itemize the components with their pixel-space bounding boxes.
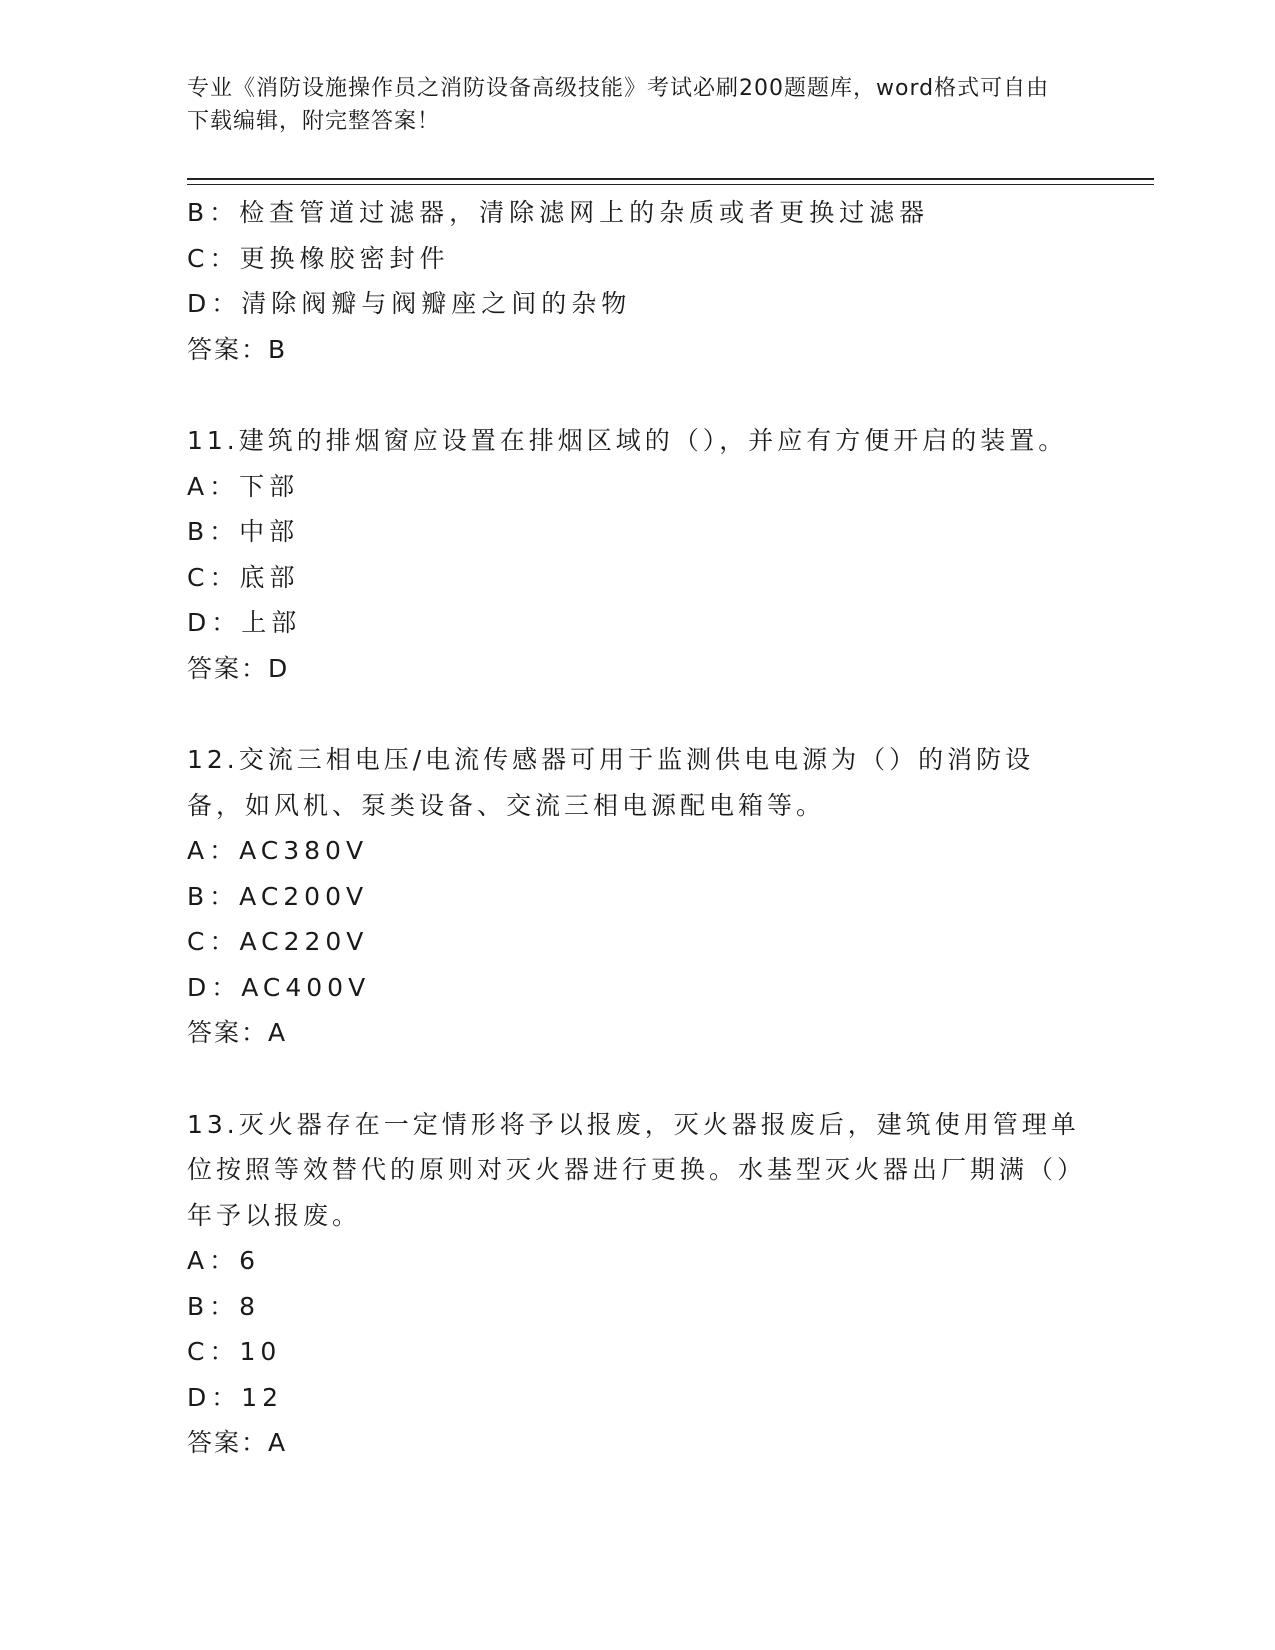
question-stem: 13.灭火器存在一定情形将予以报废，灭火器报废后，建筑使用管理单位按照等效替代的原则对灭火器进行更换。水基型灭火器出厂期满（）年予以报废。 [187, 1109, 1087, 1230]
option-d: D：AC400V [187, 972, 371, 1002]
question-stem: 11.建筑的排烟窗应设置在排烟区域的（），并应有方便开启的装置。 [187, 426, 1068, 455]
option-d: D：上部 [187, 608, 302, 637]
header-divider-thick [187, 178, 1154, 180]
option-b: B：中部 [187, 517, 300, 546]
question-fragment [187, 190, 1087, 372]
option-b: B：8 [187, 1291, 261, 1321]
option-b: B：检查管道过滤器，清除滤网上的杂质或者更换过滤器 [187, 198, 930, 227]
question-13 [187, 1102, 1087, 1466]
header-divider-thin [187, 184, 1154, 185]
answer-line: 答案：A [187, 1428, 288, 1457]
question-stem: 12.交流三相电压/电流传感器可用于监测供电电源为（）的消防设备，如风机、泵类设备、交流三相电源配电箱等。 [187, 745, 1035, 820]
question-11 [187, 418, 1087, 691]
option-a: A：下部 [187, 471, 300, 501]
answer-line: 答案：A [187, 1018, 288, 1047]
option-b: B：AC200V [187, 881, 369, 911]
option-a: A：6 [187, 1246, 261, 1275]
answer-line: 答案：B [187, 334, 288, 364]
answer-line: 答案：D [187, 653, 290, 683]
option-d: D：12 [187, 1382, 284, 1412]
option-a: A：AC380V [187, 836, 369, 865]
option-c: C：AC220V [187, 927, 369, 956]
option-c: C：10 [187, 1337, 282, 1366]
option-c: C：更换橡胶密封件 [187, 243, 450, 273]
option-c: C：底部 [187, 562, 300, 592]
question-list [187, 190, 1087, 1466]
document-header: 专业《消防设施操作员之消防设备高级技能》考试必刷200题题库，word格式可自由下载编辑，附完整答案！ [187, 76, 1050, 134]
question-12 [187, 737, 1087, 1056]
option-d: D：清除阀瓣与阀瓣座之间的杂物 [187, 289, 632, 318]
